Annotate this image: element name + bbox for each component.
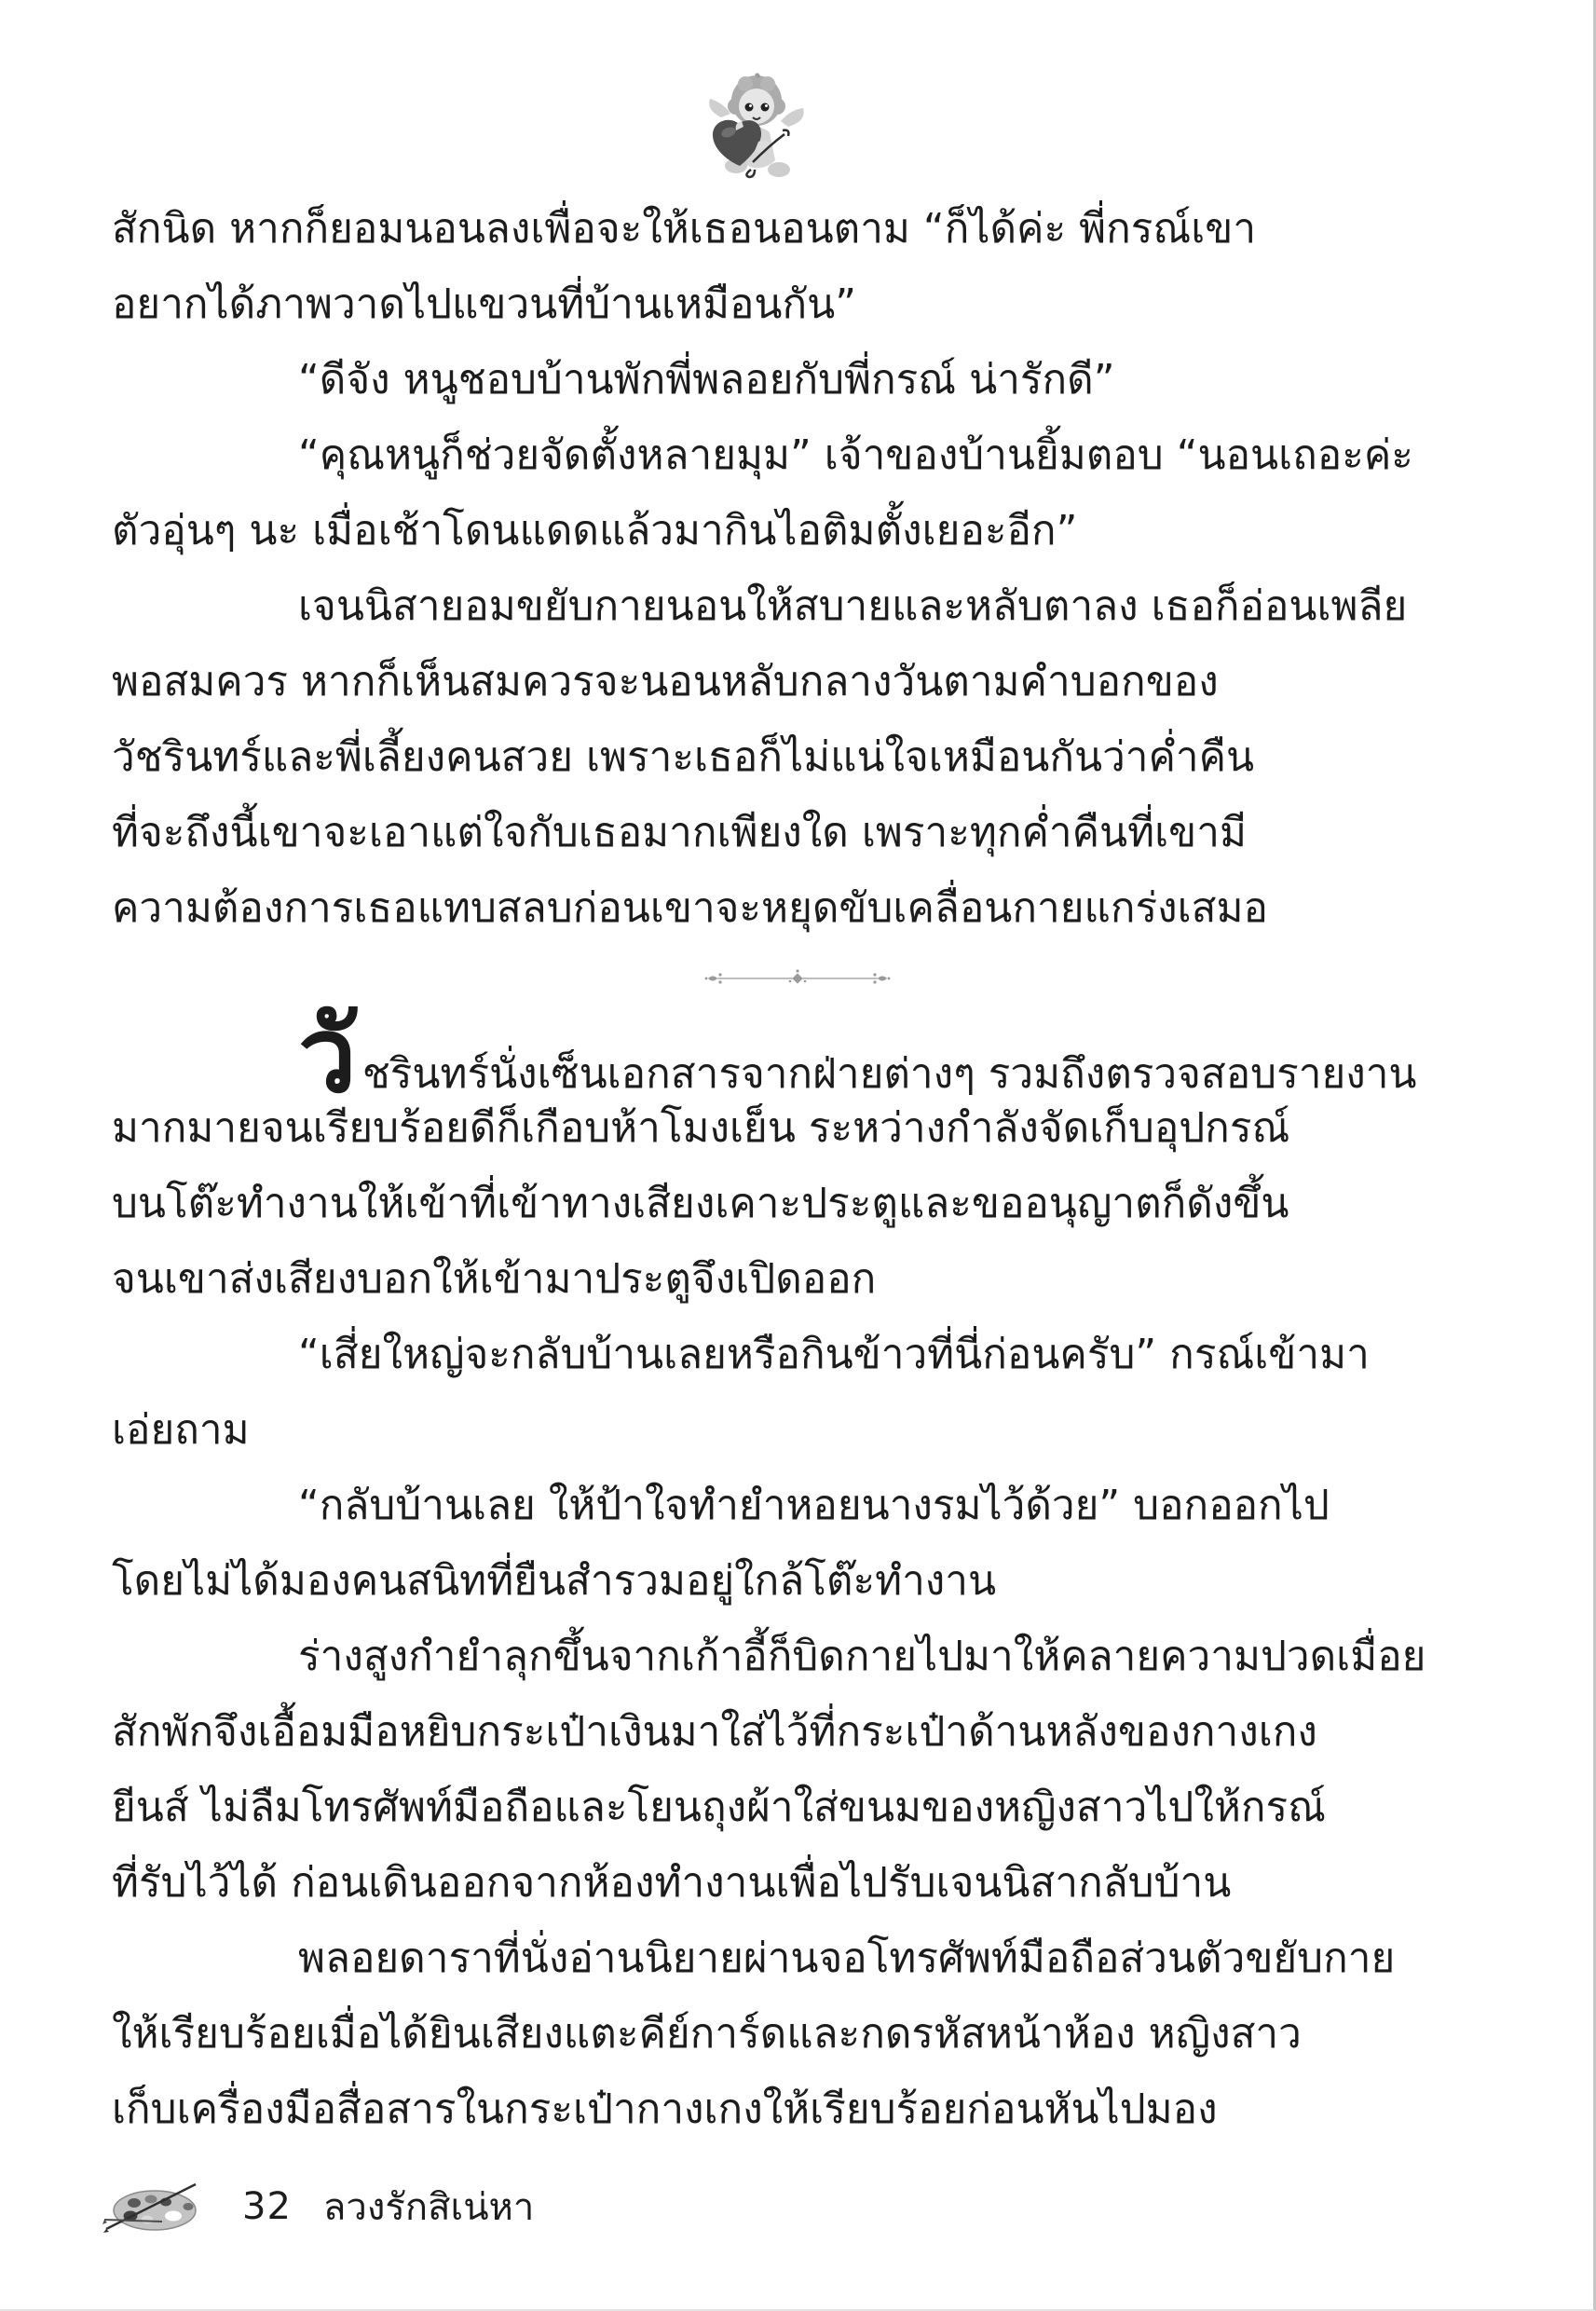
text-line: เก็บเครื่องมือสื่อสารในกระเป๋ากางเกงให้เรียบร้อยก่อนหันไปมอง	[112, 2085, 1218, 2133]
text-line: วัชรินทร์และพี่เลี้ยงคนสวย เพราะเธอก็ไม่แน่ใจเหมือนกันว่าค่ำคืน	[112, 733, 1255, 781]
text-line: เอ่ยถาม	[112, 1406, 250, 1454]
text-line: “ดีจัง หนูชอบบ้านพักพี่พลอยกับพี่กรณ์ น่ารักดี”	[298, 356, 1115, 403]
text-line: ความต้องการเธอแทบสลบก่อนเขาจะหยุดขับเคลื่อนกายแกร่งเสมอ	[112, 884, 1268, 932]
section-divider	[112, 964, 1483, 992]
cupid-heart-image	[704, 73, 809, 185]
drop-cap-line	[112, 995, 1483, 1116]
paint-palette-icon	[102, 2179, 203, 2235]
text-line: ร่างสูงกำยำลุกขึ้นจากเก้าอี้ก็บิดกายไปมาให้คลายความปวดเมื่อย	[298, 1633, 1426, 1680]
text-line: เจนนิสายอมขยับกายนอนให้สบายและหลับตาลง เธอก็อ่อนเพลีย	[298, 582, 1408, 630]
ornamental-rule-svg	[704, 966, 891, 991]
text-line: ยีนส์ ไม่ลืมโทรศัพท์มือถือและโยนถุงผ้าใส่ขนมของหญิงสาวไปให้กรณ์	[112, 1784, 1326, 1831]
text-line: ที่จะถึงนี้เขาจะเอาแต่ใจกับเธอมากเพียงใด เพราะทุกค่ำคืนที่เขามี	[112, 809, 1247, 856]
page-number: 32	[242, 2185, 292, 2228]
drop-cap: วั	[298, 995, 357, 1116]
book-title: ลวงรักสิเน่หา	[322, 2186, 535, 2229]
text-line: พลอยดาราที่นั่งอ่านนิยายผ่านจอโทรศัพท์มือถือส่วนตัวขยับกาย	[298, 1935, 1396, 1982]
text-line: สักพักจึงเอื้อมมือหยิบกระเป๋าเงินมาใส่ไว้ที่กระเป๋าด้านหลังของกางเกง	[112, 1708, 1317, 1756]
text-line: โดยไม่ได้มองคนสนิทที่ยืนสำรวมอยู่ใกล้โต๊ะทำงาน	[112, 1557, 997, 1605]
paint-palette-svg	[102, 2179, 203, 2235]
text-line: ที่รับไว้ได้ ก่อนเดินออกจากห้องทำงานเพื่อไปรับเจนนิสากลับบ้าน	[112, 1859, 1232, 1907]
text-line: สักนิด หากก็ยอมนอนลงเพื่อจะให้เธอนอนตาม “ก็ได้ค่ะ พี่กรณ์เขา	[112, 205, 1257, 253]
cupid-heart-illustration-svg	[704, 73, 809, 185]
text-line: อยากได้ภาพวาดไปแขวนที่บ้านเหมือนกัน”	[112, 280, 857, 328]
paragraph-section-1	[112, 191, 1483, 946]
text-line: “กลับบ้านเลย ให้ป้าใจทำยำหอยนางรมไว้ด้วย” บอกออกไป	[298, 1482, 1330, 1529]
page-body	[112, 191, 1483, 2147]
text-line: มากมายจนเรียบร้อยดีก็เกือบห้าโมงเย็น ระหว่างกำลังจัดเก็บอุปกรณ์	[112, 1104, 1290, 1152]
page-footer	[102, 2177, 534, 2236]
text-line: ตัวอุ่นๆ นะ เมื่อเช้าโดนแดดแล้วมากินไอติมตั้งเยอะอีก”	[112, 507, 1078, 554]
text-line: “คุณหนูก็ช่วยจัดตั้งหลายมุม” เจ้าของบ้านยิ้มตอบ “นอนเถอะค่ะ	[298, 431, 1413, 479]
drop-cap-line-text: ชรินทร์นั่งเซ็นเอกสารจากฝ่ายต่างๆ รวมถึงตรวจสอบรายงาน	[361, 1050, 1417, 1098]
text-line: จนเขาส่งเสียงบอกให้เข้ามาประตูจึงเปิดออก	[112, 1255, 877, 1303]
text-line: พอสมควร หากก็เห็นสมควรจะนอนหลับกลางวันตามคำบอกของ	[112, 658, 1219, 705]
paragraph-section-2	[112, 995, 1483, 2147]
text-line: บนโต๊ะทำงานให้เข้าที่เข้าทางเสียงเคาะประตูและขออนุญาตก็ดังขึ้น	[112, 1180, 1289, 1227]
text-line: ให้เรียบร้อยเมื่อได้ยินเสียงแตะคีย์การ์ดและกดรหัสหน้าห้อง หญิงสาว	[112, 2010, 1302, 2058]
text-line: “เสี่ยใหญ่จะกลับบ้านเลยหรือกินข้าวที่นี่ก่อนครับ” กรณ์เข้ามา	[298, 1331, 1370, 1378]
